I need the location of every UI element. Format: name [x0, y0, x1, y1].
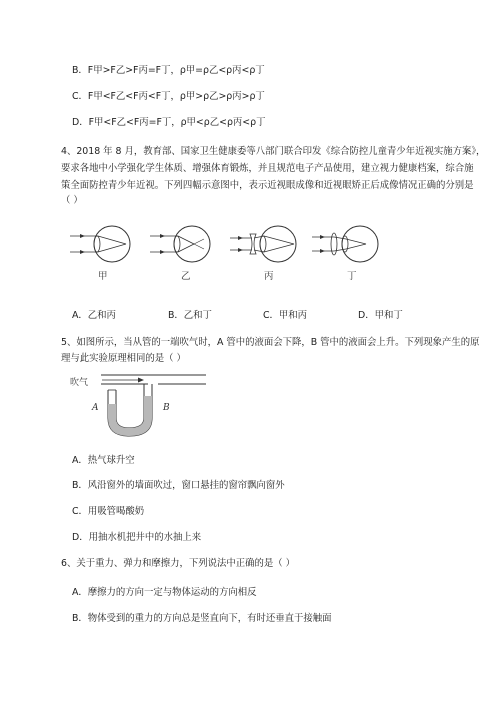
q6-option-a: A．摩擦力的方向一定与物体运动的方向相反 [72, 587, 257, 598]
fig-label-b: B [163, 403, 170, 413]
q4-option-c: C．甲和丙 [263, 310, 308, 321]
eye-label-bing: 丙 [264, 271, 274, 282]
eye-label-jia: 甲 [98, 271, 108, 282]
q4-stem-line3: 策全面防控青少年近视。下列四幅示意图中，表示近视眼成像和近视眼矫正后成像情况正确的分别是 [61, 180, 474, 191]
q4-stem-line1: 4、2018 年 8 月，教育部、国家卫生健康委等八部门联合印发《综合防控儿童青少年近视实施方案》， [61, 146, 486, 157]
eye-diagram-ding [310, 222, 380, 266]
q5-stem-line1: 5、如图所示，当从管的一端吹气时，A 管中的液面会下降，B 管中的液面会上升。下列现象产生的原 [61, 337, 480, 348]
q5-option-b: B．风沿窗外的墙面吹过，窗口悬挂的窗帘飘向窗外 [72, 480, 285, 491]
q5-option-d: D．用抽水机把井中的水抽上来 [72, 532, 202, 543]
fig-label-a: A [92, 403, 99, 413]
q6-option-b: B．物体受到的重力的方向总是竖直向下，有时还垂直于接触面 [72, 613, 332, 624]
q4-option-d: D．甲和丁 [358, 310, 403, 321]
q5-stem-line2: 理与此实验原理相同的是（ ） [61, 353, 186, 364]
eye-label-ding: 丁 [347, 271, 357, 282]
q3-option-c: C．F甲<F乙<F丙<F丁，ρ甲>ρ乙>ρ丙>ρ丁 [72, 91, 265, 102]
q5-option-a: A．热气球升空 [72, 455, 135, 466]
q4-option-a: A．乙和丙 [72, 310, 116, 321]
eye-diagram-yi [148, 222, 218, 266]
eye-diagram-jia [68, 222, 138, 266]
eye-diagram-bing [228, 222, 298, 266]
q4-option-b: B．乙和丁 [168, 310, 212, 321]
q4-stem-line2: 要求各地中小学强化学生体质、增强体育锻炼，并且规范电子产品使用，建立视力健康档案，综合施 [61, 163, 474, 174]
tube-diagram [66, 370, 216, 440]
eye-label-yi: 乙 [181, 271, 191, 282]
q4-stem-line4: （ ） [61, 195, 83, 206]
q3-option-d: D．F甲<F乙<F丙=F丁，ρ甲<ρ乙<ρ丙<ρ丁 [72, 117, 266, 128]
q6-stem-line1: 6、关于重力、弹力和摩擦力，下列说法中正确的是（ ） [61, 558, 295, 569]
fig-blow-label: 吹气 [70, 378, 89, 388]
q3-option-b: B．F甲>F乙>F丙=F丁，ρ甲=ρ乙<ρ丙<ρ丁 [72, 65, 265, 76]
q5-option-c: C．用吸管喝酸奶 [72, 506, 145, 517]
